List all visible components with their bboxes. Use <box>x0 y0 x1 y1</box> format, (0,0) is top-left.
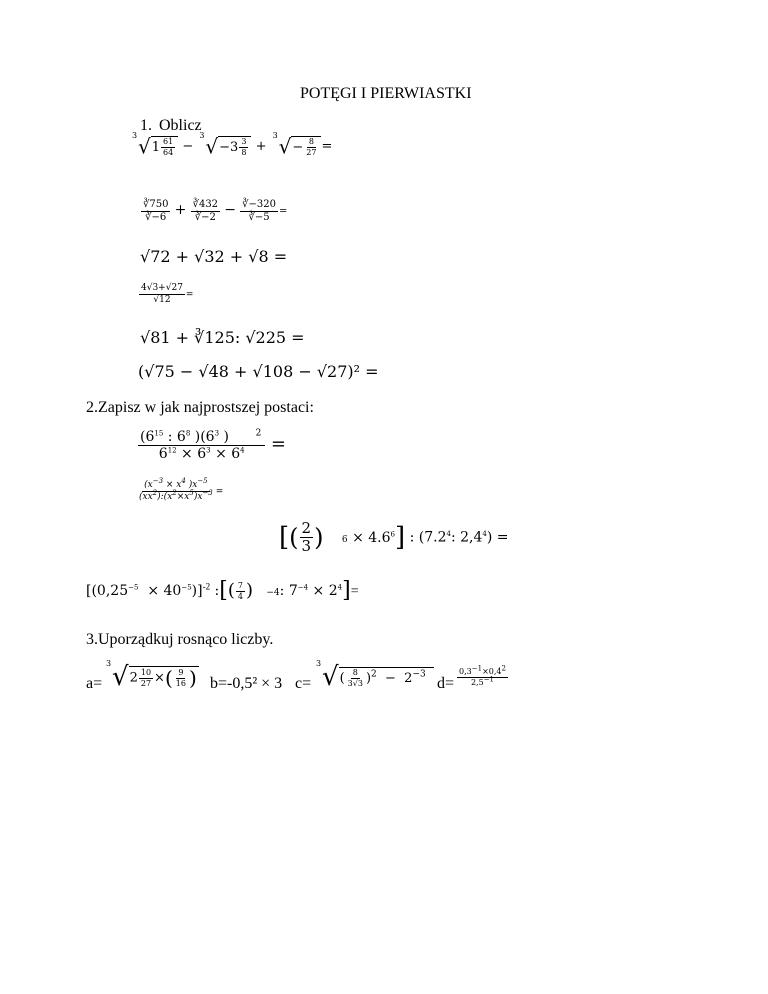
item-c-expr: 3 √( $\frac{8}{3√3}$ )$^2 - 2^{-3}$ <box>322 664 434 690</box>
item-c-label: c= <box>295 675 312 692</box>
section1-expr3: √72 + √32 + √8 = <box>140 247 288 266</box>
section1-expr6: (√75 − √48 + √108 − √27)² = <box>138 362 379 381</box>
section2-expr2: $\frac{(x^{-3} \times x^4 )x^{-5}}{(xx^2):(x^2\times x^5)x^{-3}}$ = <box>139 477 224 502</box>
section1-number: 1. <box>140 117 152 134</box>
item-b: b=-0,5² × 3 <box>210 675 283 692</box>
section2-expr1: $\frac{(6^{15} : 6^8 )(6^3 ) ^2}{6^{12} \times 6^3 \times 6^4}$ = <box>140 428 286 462</box>
section3-heading: 3.Uporządkuj rosnąco liczby. <box>86 631 274 648</box>
item-a-expr: 3 √2 $\frac{10}{27}$ ×( $\frac{9}{16}$ ) <box>106 659 197 692</box>
section2-expr3: [( $\frac{2}{3}$ ) $6 \times 4.6^6$] : ($7.2^4$: $2,4^4$) = <box>279 519 509 555</box>
page-title: POTĘGI I PIERWIASTKI <box>300 85 472 102</box>
section1-expr1: 3 √1 $\frac{61}{64}$ − 3 √−3 $\frac{3}{8}$ + 3 √− $\frac{8}{27}$ = <box>132 131 333 159</box>
section1-expr2: $\frac{∛750}{∛-6}$ + $\frac{∛432}{∛-2}$ − $\frac{∛-320}{∛-5}$ = <box>143 199 288 223</box>
section1-heading: Oblicz <box>159 117 202 134</box>
item-a-label: a= <box>86 675 103 692</box>
item-d-label: d= <box>437 675 455 692</box>
item-d-expr: $\frac{0,3^{-1}\times 0,4^2}{2,5^{-1}}$ <box>459 664 506 687</box>
section1-expr5: √81 + ∛125: √225 = <box>140 328 305 347</box>
section2-expr4: $[(0,25^{-5} \times 40^{-5})]^{-2}$ :[( $\frac{7}{4}$ ) −4: $7^{-4} \times 2^4]=$ <box>86 578 359 603</box>
section1-expr4: $\frac{4√3+√27}{√12}$ = <box>141 283 194 305</box>
section2-heading: 2.Zapisz w jak najprostszej postaci: <box>86 399 314 416</box>
